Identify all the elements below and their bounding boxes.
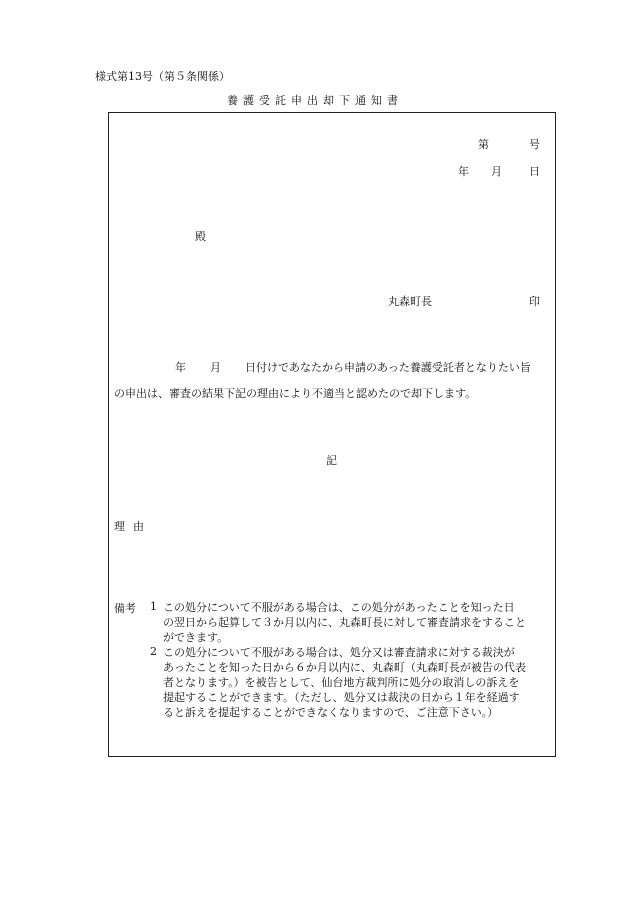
form-number: 様式第13号（第５条関係） xyxy=(95,70,230,83)
date-day-label: 日 xyxy=(529,165,540,178)
note-1-text xyxy=(163,600,555,645)
note-2-line: ると訴えを提起することができなくなりますので、ご注意下さい。） xyxy=(163,706,499,719)
reference-number-suffix: 号 xyxy=(529,138,540,151)
note-1-number: 1 xyxy=(150,600,157,613)
note-2-line: 者となります。）を被告として、仙台地方裁判所に処分の取消しの訴えを xyxy=(163,676,520,689)
note-2-number: 2 xyxy=(150,645,157,658)
note-1-line: この処分について不服がある場合は、この処分があったことを知った日 xyxy=(163,601,515,614)
seal-mark: 印 xyxy=(529,295,540,308)
document-title: 養護受託申出却下通知書 xyxy=(227,94,403,107)
note-2-line: あったことを知った日から６か月以内に、丸森町（丸森町長が被告の代表 xyxy=(163,661,526,674)
reference-number-prefix: 第 xyxy=(478,138,489,151)
note-1-line: ができます。 xyxy=(163,631,229,644)
addressee-honorific: 殿 xyxy=(195,230,206,243)
note-2-text xyxy=(163,645,555,720)
reason-label: 理由 xyxy=(114,520,152,533)
ki-heading: 記 xyxy=(326,454,337,467)
note-2-line: 提起することができます。（ただし、処分又は裁決の日から１年を経過す xyxy=(163,691,520,704)
notes-label: 備考 xyxy=(114,602,136,615)
body-text-line-2: の申出は、審査の結果下記の理由により不適当と認めたので却下します。 xyxy=(114,387,477,400)
body-month-label: 月 xyxy=(210,361,221,374)
note-1-line: の翌日から起算して３か月以内に、丸森町長に対して審査請求をすること xyxy=(163,616,526,629)
date-year-label: 年 xyxy=(458,165,469,178)
sender-name: 丸森町長 xyxy=(388,295,432,308)
body-year-label: 年 xyxy=(175,361,186,374)
date-month-label: 月 xyxy=(491,165,502,178)
note-2-line: この処分について不服がある場合は、処分又は審査請求に対する裁決が xyxy=(163,646,515,659)
body-text-line-1: 日付けであなたから申請のあった養護受託者となりたい旨 xyxy=(245,361,531,374)
